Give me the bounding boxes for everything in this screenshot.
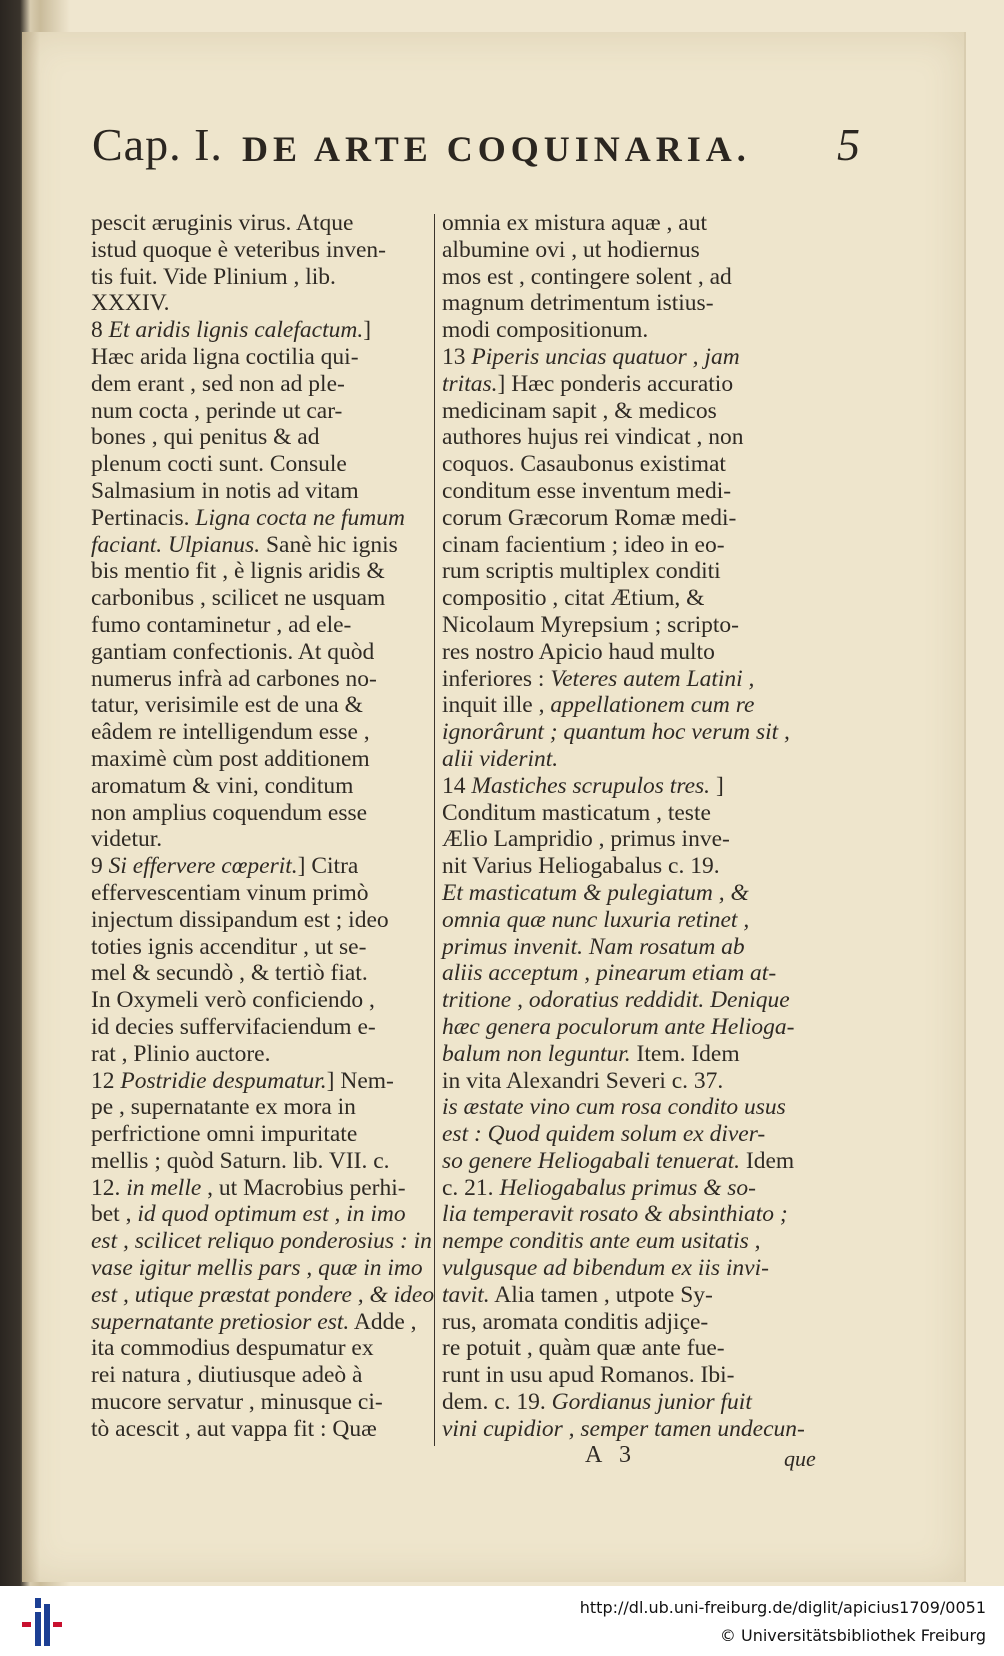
italic-text-run: is æstate vino cum rosa condito usus <box>442 1094 786 1121</box>
italic-text-run: aliis acceptum , pinearum etiam at- <box>442 960 777 987</box>
copyright-notice: © Universitätsbibliothek Freiburg <box>719 1626 986 1645</box>
text-line <box>442 1255 792 1282</box>
text-line <box>91 987 441 1014</box>
italic-text-run: hæc genera poculorum ante Helioga- <box>442 1013 795 1040</box>
text-run: ] Nem- <box>326 1067 394 1094</box>
text-run: Hæc arida ligna coctilia qui- <box>91 343 359 370</box>
text-run: nit Varius Heliogabalus c. 19. <box>442 853 720 880</box>
text-line <box>91 1041 441 1068</box>
text-run: re potuit , quàm quæ ante fue- <box>442 1335 725 1362</box>
italic-text-run: Gordianus junior fuit <box>551 1389 752 1416</box>
text-line <box>442 1147 795 1175</box>
text-line <box>442 290 792 317</box>
text-run: pescit æruginis virus. Atque <box>91 210 354 236</box>
text-line <box>442 505 792 532</box>
text-run: tò acescit , aut vappa fit : Quæ <box>91 1415 377 1442</box>
text-line <box>442 1309 792 1336</box>
text-column-right <box>442 210 805 1443</box>
text-line <box>442 585 792 612</box>
text-line <box>91 371 441 398</box>
page-number: 5 <box>837 119 860 170</box>
text-line <box>91 880 441 907</box>
library-logo-icon <box>20 1594 64 1650</box>
italic-text-run: in melle <box>126 1174 202 1201</box>
text-run: 8 <box>91 317 109 344</box>
text-line <box>91 1255 441 1282</box>
text-run: id decies suffervifaciendum e- <box>91 1013 376 1040</box>
text-run: bis mentio fit , è lignis aridis & <box>91 558 385 585</box>
text-run: rei natura , diutiusque adeò à <box>91 1362 363 1389</box>
text-run: In Oxymeli verò conficiendo , <box>91 987 375 1014</box>
text-line <box>91 290 441 317</box>
text-run: ] <box>710 772 724 799</box>
italic-text-run: Heliogabalus primus & so- <box>499 1174 756 1201</box>
text-run: runt in usu apud Romanos. Ibi- <box>442 1362 735 1389</box>
chapter-label: Cap. I. <box>92 119 223 170</box>
text-line <box>442 1041 792 1068</box>
text-run: bet , <box>91 1201 138 1228</box>
text-line <box>91 1228 441 1255</box>
text-line <box>442 773 792 800</box>
italic-text-run: tritione , odoratius reddidit. Denique <box>442 987 790 1014</box>
text-run: 9 <box>91 853 109 880</box>
text-run: Sanè hic ignis <box>260 531 398 558</box>
text-run: tis fuit. Vide Plinium , lib. <box>91 263 336 290</box>
text-run: mellis ; quòd Saturn. lib. VII. c. <box>91 1147 390 1174</box>
italic-text-run: vase igitur mellis pars , quæ in imo <box>91 1255 423 1282</box>
text-run: inquit ille , <box>442 692 551 719</box>
text-line <box>442 639 792 666</box>
italic-text-run: vini cupidior , semper tamen undecun- <box>442 1415 805 1442</box>
text-run: toties ignis accenditur , ut se- <box>91 933 367 960</box>
text-line <box>91 1201 441 1228</box>
text-line <box>442 1094 792 1121</box>
text-line <box>442 398 792 425</box>
text-run: istud quoque è veteribus inven- <box>91 236 386 263</box>
text-run: eâdem re intelligendum esse , <box>91 719 370 746</box>
text-run: corum Græcorum Romæ medi- <box>442 504 737 531</box>
text-line <box>442 451 792 478</box>
text-run: magnum detrimentum istius- <box>442 290 714 317</box>
italic-text-run: Postridie despumatur. <box>120 1067 327 1094</box>
text-run: 13 <box>442 343 472 370</box>
text-line <box>442 1362 792 1389</box>
text-run: authores hujus rei vindicat , non <box>442 424 744 451</box>
text-line <box>442 719 792 746</box>
text-line <box>91 746 441 773</box>
text-line <box>442 826 792 853</box>
text-run: dem erant , sed non ad ple- <box>91 370 345 397</box>
text-line <box>442 1282 792 1309</box>
text-run: Nicolaum Myrepsium ; scripto- <box>442 611 739 638</box>
italic-text-run: primus invenit. Nam rosatum ab <box>442 933 745 960</box>
text-line <box>91 719 441 746</box>
column-divider <box>434 214 435 1446</box>
italic-text-run: Mastiches scrupulos tres. <box>471 772 711 799</box>
text-run: 12 <box>91 1067 121 1094</box>
text-line <box>91 773 441 800</box>
italic-text-run: Ligna cocta ne fumum <box>195 504 405 531</box>
text-line <box>442 1415 805 1443</box>
italic-text-run: Veteres autem Latini , <box>550 665 755 692</box>
text-line <box>91 1335 441 1362</box>
italic-text-run: faciant. Ulpianus. <box>91 531 261 558</box>
text-run: rus, aromata conditis adjiçe- <box>442 1308 709 1335</box>
text-line <box>442 934 792 961</box>
book-page <box>22 32 966 1582</box>
text-line <box>442 987 792 1014</box>
text-run: cinam facientium ; ideo in eo- <box>442 531 725 558</box>
page-gutter-shadow <box>22 32 40 1582</box>
signature-mark: A 3 <box>585 1442 638 1468</box>
text-line <box>442 1228 792 1255</box>
text-run: rum scriptis multiplex conditi <box>442 558 721 585</box>
footer-bar <box>0 1586 1004 1656</box>
text-run: Conditum masticatum , teste <box>442 799 711 826</box>
text-run: pe , supernatante ex mora in <box>91 1094 356 1121</box>
text-line <box>442 1068 792 1095</box>
text-run: XXXIV. <box>91 290 170 317</box>
text-run: ] <box>363 317 372 344</box>
text-line <box>91 505 441 532</box>
italic-text-run: est , utique præstat pondere , & ideo <box>91 1281 435 1308</box>
text-run: Adde , <box>349 1308 417 1335</box>
text-line <box>91 264 441 291</box>
text-line <box>91 1121 441 1148</box>
text-run: tatur, verisimile est de una & <box>91 692 363 719</box>
italic-text-run: supernatante pretiosior est. <box>91 1308 350 1335</box>
permalink-link[interactable]: http://dl.ub.uni-freiburg.de/diglit/apicius1709/0051 <box>579 1598 986 1617</box>
text-line <box>91 424 441 451</box>
catchword: que <box>784 1446 816 1471</box>
text-line <box>442 344 792 371</box>
text-run: omnia ex mistura aquæ , aut <box>442 210 707 236</box>
text-line <box>442 880 792 907</box>
text-run: Idem <box>740 1147 795 1174</box>
text-line <box>442 1389 792 1416</box>
text-run: videtur. <box>91 826 163 853</box>
italic-text-run: so genere Heliogabali tenuerat. <box>442 1147 741 1174</box>
italic-text-run: balum non leguntur. <box>442 1040 631 1067</box>
italic-text-run: vulgusque ad bibendum ex iis invi- <box>442 1255 769 1282</box>
text-run: compositio , citat Ætium, & <box>442 585 705 612</box>
text-line <box>91 317 441 344</box>
text-line <box>442 612 792 639</box>
text-run: bones , qui penitus & ad <box>91 424 320 451</box>
text-line <box>91 1416 441 1443</box>
text-run: plenum cocti sunt. Consule <box>91 451 347 478</box>
text-run: fumo contaminetur , ad ele- <box>91 611 352 638</box>
text-run: aromatum & vini, conditum <box>91 772 354 799</box>
italic-text-run: est , scilicet reliquo ponderosius : in <box>91 1228 432 1255</box>
text-column-left <box>91 210 441 1443</box>
italic-text-run: est : Quod quidem solum ex diver- <box>442 1121 766 1148</box>
text-line <box>442 210 792 237</box>
text-run: mel & secundò , & tertiò fiat. <box>91 960 368 987</box>
text-line <box>91 666 441 693</box>
text-line <box>442 532 792 559</box>
text-run: num cocta , perinde ut car- <box>91 397 343 424</box>
italic-text-run: tavit. <box>442 1281 490 1308</box>
text-run: conditum esse inventum medi- <box>442 477 732 504</box>
text-line <box>91 532 441 559</box>
text-line <box>442 1175 792 1202</box>
text-line <box>442 800 792 827</box>
text-line <box>91 639 441 666</box>
text-line <box>442 478 792 505</box>
running-head <box>92 118 860 178</box>
text-run: non amplius coquendum esse <box>91 799 368 826</box>
text-run: albumine ovi , ut hodiernus <box>442 236 700 263</box>
text-run: perfrictione omni impuritate <box>91 1121 358 1148</box>
text-run: dem. c. 19. <box>442 1389 552 1416</box>
text-run: 12. <box>91 1174 127 1201</box>
text-line <box>91 960 441 987</box>
text-line <box>442 1013 795 1041</box>
text-run: gantiam confectionis. At quòd <box>91 638 375 665</box>
text-line <box>91 585 441 612</box>
text-run: Salmasium in notis ad vitam <box>91 477 359 504</box>
text-run: Pertinacis. <box>91 504 196 531</box>
italic-text-run: id quod optimum est , in imo <box>137 1201 406 1228</box>
text-run: ita commodius despumatur ex <box>91 1335 374 1362</box>
text-run: mucore servatur , minusque ci- <box>91 1389 383 1416</box>
text-line <box>91 1068 441 1095</box>
text-run: ] Citra <box>297 853 359 880</box>
text-line <box>91 1014 441 1041</box>
italic-text-run: alii viderint. <box>442 745 559 772</box>
text-line <box>91 907 441 934</box>
text-line <box>442 237 792 264</box>
text-run: in vita Alexandri Severi c. 37. <box>442 1067 724 1094</box>
text-run: effervescentiam vinum primò <box>91 879 369 906</box>
text-run: 14 <box>442 772 472 799</box>
text-line <box>91 344 441 371</box>
text-line <box>442 853 792 880</box>
text-run: carbonibus , scilicet ne usquam <box>91 585 386 612</box>
text-line <box>91 800 441 827</box>
text-run: rat , Plinio auctore. <box>91 1040 271 1067</box>
italic-text-run: Si effervere cœperit. <box>108 853 298 880</box>
text-run: coquos. Casaubonus existimat <box>442 451 726 478</box>
text-line <box>91 478 441 505</box>
italic-text-run: nempe conditis ante eum usitatis , <box>442 1228 761 1255</box>
text-run: maximè cùm post additionem <box>91 745 370 772</box>
italic-text-run: lia temperavit rosato & absinthiato ; <box>442 1201 788 1228</box>
text-line <box>91 692 441 719</box>
text-run: modi compositionum. <box>442 317 649 344</box>
text-line <box>91 558 441 585</box>
italic-text-run: Et masticatum & pulegiatum , & <box>442 879 749 906</box>
text-line <box>91 934 441 961</box>
text-run: inferiores : <box>442 665 551 692</box>
text-line <box>91 210 441 237</box>
text-run: c. 21. <box>442 1174 500 1201</box>
text-run: Alia tamen , utpote Sy- <box>489 1281 713 1308</box>
text-line <box>91 612 441 639</box>
text-run: injectum dissipandum est ; ideo <box>91 906 389 933</box>
text-run: medicinam sapit , & medicos <box>442 397 717 424</box>
text-line <box>442 1121 792 1148</box>
text-run: mos est , contingere solent , ad <box>442 263 732 290</box>
text-line <box>442 317 792 344</box>
text-line <box>442 746 792 773</box>
text-run: Item. Idem <box>630 1040 740 1067</box>
text-line <box>91 1175 441 1202</box>
text-line <box>91 1148 441 1175</box>
text-run: ] Hæc ponderis accuratio <box>497 370 734 397</box>
text-line <box>442 960 792 987</box>
text-run: Ælio Lampridio , primus inve- <box>442 826 730 853</box>
text-run: res nostro Apicio haud multo <box>442 638 715 665</box>
italic-text-run: appellationem cum re <box>550 692 755 719</box>
text-line <box>442 371 792 398</box>
text-line <box>91 1309 441 1336</box>
italic-text-run: ignorârunt ; quantum hoc verum sit , <box>442 719 790 746</box>
text-line <box>442 666 792 693</box>
italic-text-run: omnia quæ nunc luxuria retinet , <box>442 906 750 933</box>
book-title: DE ARTE COQUINARIA. <box>242 129 751 169</box>
text-line <box>91 1094 441 1121</box>
text-line <box>91 826 441 853</box>
italic-text-run: tritas. <box>442 370 498 397</box>
italic-text-run: Piperis uncias quatuor , jam <box>471 343 740 370</box>
text-line <box>91 1389 441 1416</box>
italic-text-run: Et aridis lignis calefactum. <box>108 317 364 344</box>
text-line <box>91 237 441 264</box>
text-run: , ut Macrobius perhi- <box>201 1174 406 1201</box>
text-line <box>91 853 441 880</box>
text-line <box>91 1362 441 1389</box>
text-line <box>442 1335 792 1362</box>
text-line <box>442 692 792 719</box>
text-line <box>442 1201 792 1228</box>
text-line <box>442 558 792 585</box>
text-line <box>442 907 792 934</box>
text-line <box>91 1282 441 1309</box>
text-line <box>442 424 792 451</box>
text-line <box>91 398 441 425</box>
text-line <box>442 264 792 291</box>
text-line <box>91 451 441 478</box>
text-run: numerus infrà ad carbones no- <box>91 665 377 692</box>
